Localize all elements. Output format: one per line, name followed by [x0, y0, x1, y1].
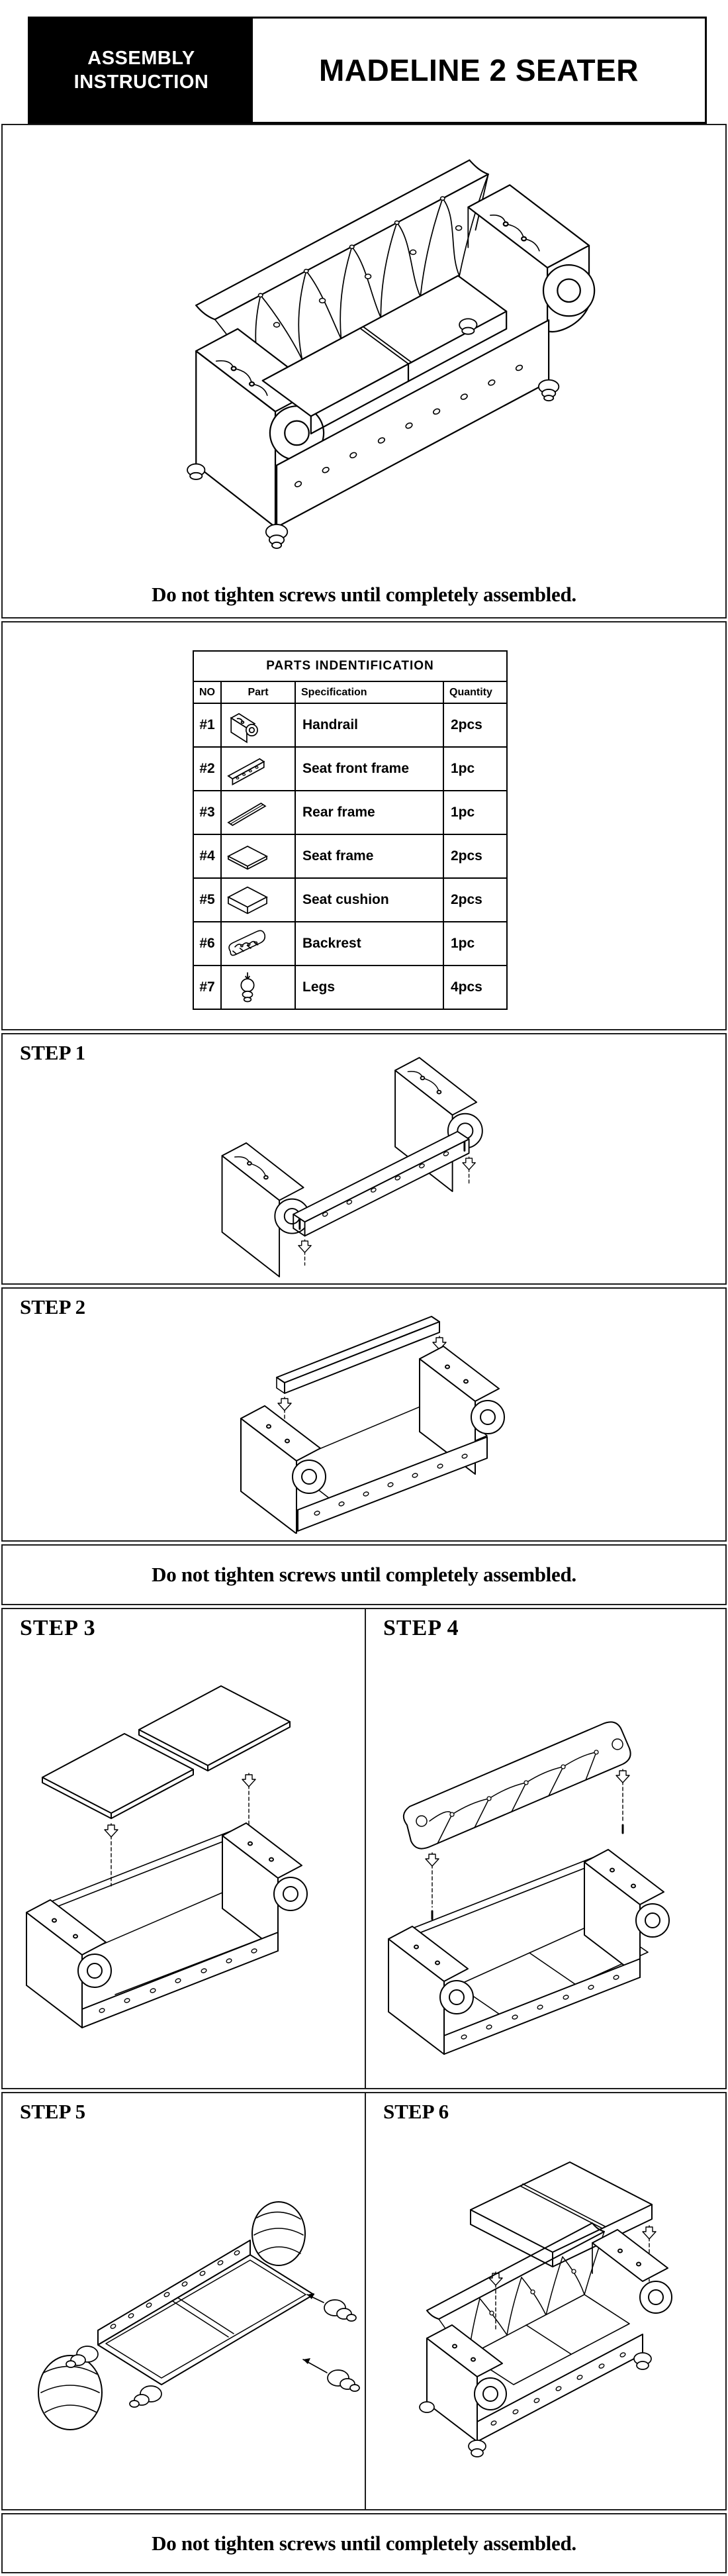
badge-line-2: INSTRUCTION [73, 72, 209, 93]
step-3-label: STEP 3 [20, 1616, 96, 1640]
table-row: #5 Seat cushion 2pcs [193, 878, 507, 922]
backrest-icon [222, 925, 273, 962]
step-4-diagram [366, 1648, 727, 2081]
handrail-icon [222, 707, 273, 744]
step-6-cell [366, 2093, 725, 2509]
seat-cushion-icon [222, 881, 273, 918]
step-1-label: STEP 1 [20, 1041, 86, 1064]
step-5-cell [3, 2093, 366, 2509]
table-row: #6 Backrest 1pc [193, 922, 507, 966]
col-header-spec: Specification [295, 681, 443, 703]
section-step-3-4 [1, 1608, 727, 2089]
legs-icon [222, 969, 273, 1006]
seat-frame-icon [222, 838, 273, 875]
section-step-5-6 [1, 2092, 727, 2510]
assembly-instruction-badge [30, 19, 253, 122]
table-row: #1 Handrail 2pcs [193, 703, 507, 747]
step-4-label: STEP 4 [383, 1616, 459, 1640]
step-5-label: STEP 5 [20, 2100, 86, 2123]
col-header-part: Part [221, 681, 295, 703]
section-step-2 [1, 1287, 727, 1542]
step-3-cell [3, 1609, 366, 2088]
section-warning-middle [1, 1544, 727, 1605]
section-parts [1, 621, 727, 1030]
step-2-diagram [221, 1298, 539, 1534]
rear-frame-icon [222, 794, 273, 831]
header [28, 17, 707, 124]
parts-identification-table [193, 650, 508, 1010]
col-header-quantity: Quantity [443, 681, 507, 703]
step-5-diagram [4, 2134, 365, 2505]
step-2-label: STEP 2 [20, 1295, 86, 1318]
col-header-no: NO [193, 681, 221, 703]
warning-text-top: Do not tighten screws until completely assembled. [152, 583, 576, 606]
section-step-1 [1, 1033, 727, 1285]
section-warning-bottom [1, 2513, 727, 2573]
parts-table-title: PARTS INDENTIFICATION [193, 651, 507, 681]
madeline-sofa-illustration [95, 129, 633, 566]
badge-line-1: ASSEMBLY [87, 47, 195, 69]
warning-text-bottom: Do not tighten screws until completely assembled. [152, 2531, 576, 2555]
seat-front-frame-icon [222, 750, 273, 787]
section-finished-sofa [1, 124, 727, 619]
warning-text-middle: Do not tighten screws until completely assembled. [152, 1563, 576, 1586]
step-4-cell [366, 1609, 725, 2088]
step-3-diagram [4, 1648, 365, 2081]
table-row: #4 Seat frame 2pcs [193, 834, 507, 878]
table-row: #3 Rear frame 1pc [193, 791, 507, 834]
step-1-diagram [198, 1041, 529, 1278]
table-row: #7 Legs 4pcs [193, 966, 507, 1009]
step-6-label: STEP 6 [383, 2100, 449, 2123]
table-row: #2 Seat front frame 1pc [193, 747, 507, 791]
step-6-diagram [366, 2130, 727, 2501]
product-title: MADELINE 2 SEATER [318, 53, 639, 87]
